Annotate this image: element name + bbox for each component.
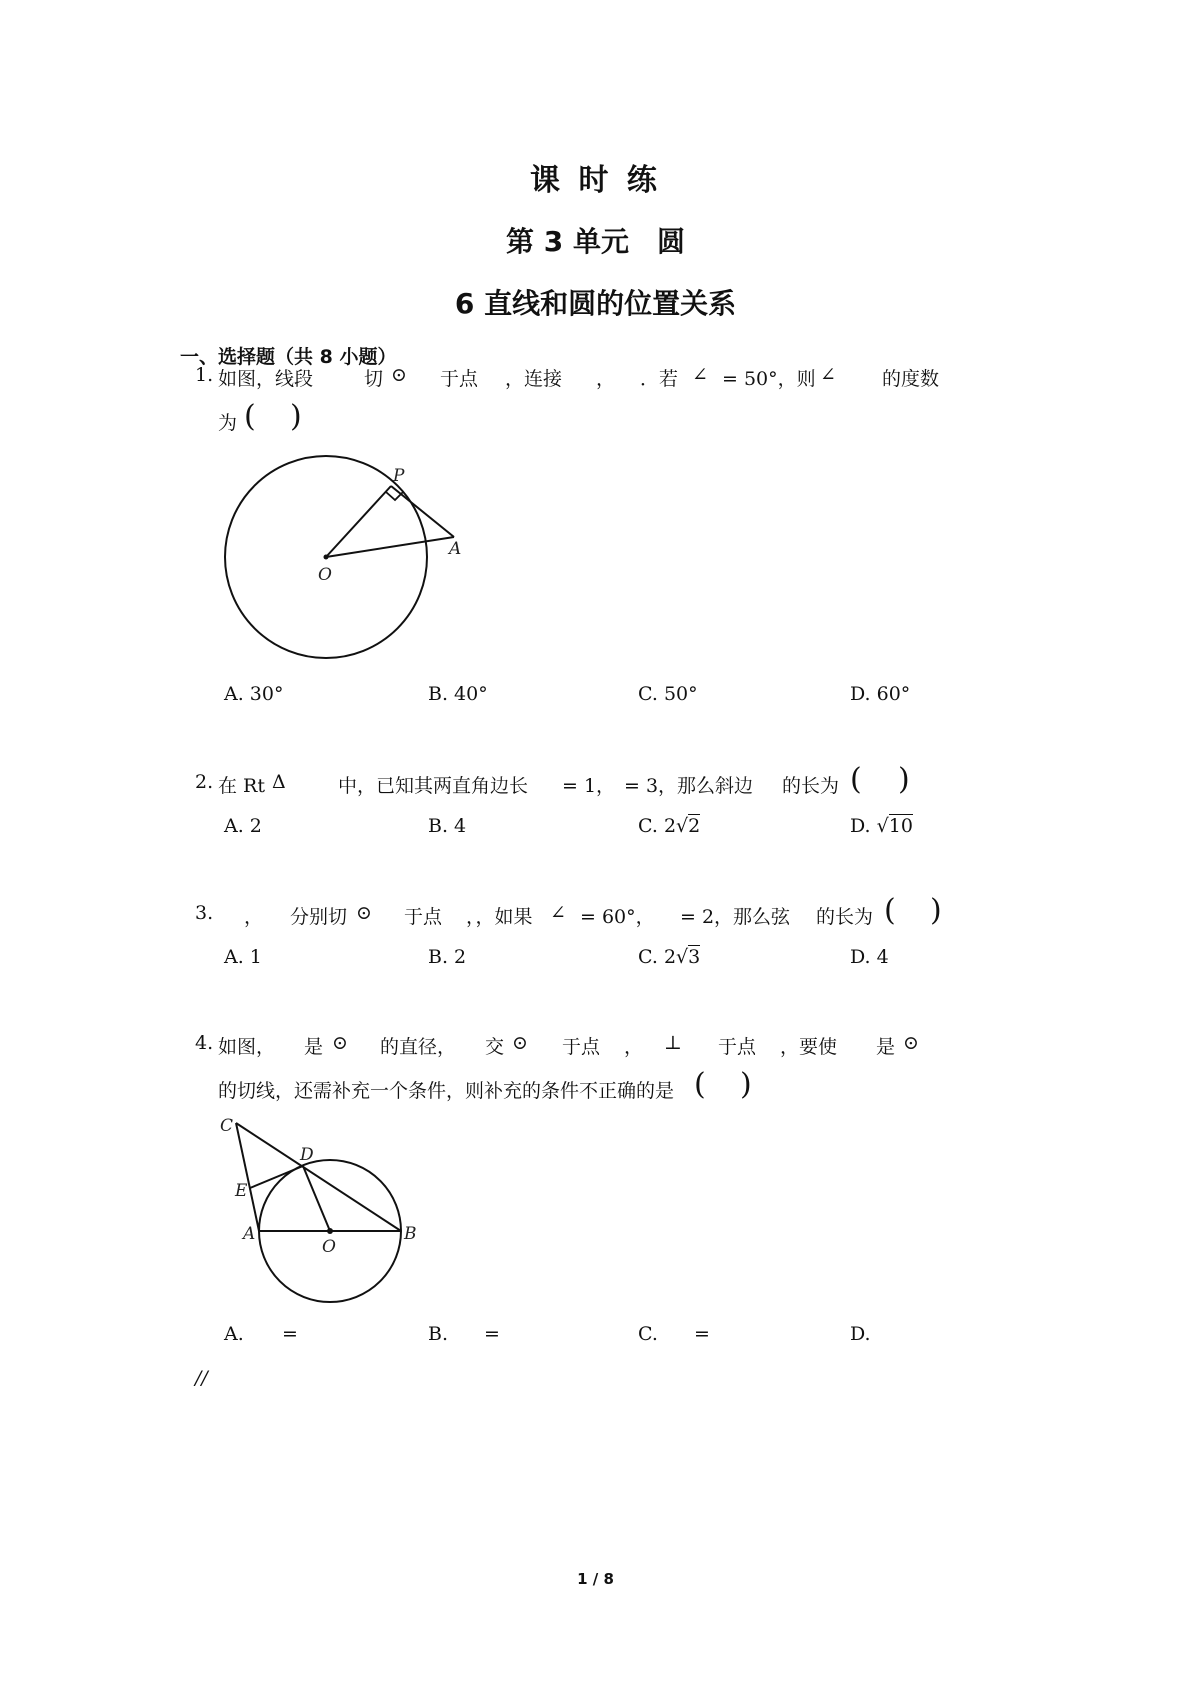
q3-text-7: 的长为 (816, 906, 874, 928)
q1-text-4: ，连接 (505, 368, 563, 390)
q4-parallel-symbol: // (195, 1367, 208, 1389)
q1-text-7: = 50°，则 (722, 368, 816, 390)
q2-text-5: 的长为 (782, 775, 840, 797)
q4-center-dot (327, 1228, 333, 1234)
q1-answer-paren-close: ) (290, 399, 302, 434)
q1-label-a: A (449, 539, 462, 559)
q1-label-o: O (318, 565, 332, 585)
unit-title: 第 3 单元 圆 (506, 225, 685, 258)
q1-label-p: P (393, 466, 405, 486)
q4-text-1: 如图， (218, 1036, 276, 1058)
q4-answer-paren-open: ( (694, 1067, 706, 1102)
sqrt-symbol: √ (676, 946, 689, 968)
q3-answer-paren-open: ( (884, 893, 896, 928)
q1-answer-paren-open: ( (244, 399, 256, 434)
q2-option-d-radicand: 10 (888, 815, 913, 837)
q3-angle-symbol: ∠ (550, 902, 566, 924)
q2-option-b[interactable]: B. 4 (428, 815, 467, 837)
q1-text-2: 切 (364, 368, 384, 390)
q4-circle-symbol-3: ⊙ (903, 1032, 919, 1054)
q4-text-line2: 的切线，还需补充一个条件，则补充的条件不正确的是 (218, 1080, 675, 1102)
q3-text-3: 于点 (404, 906, 443, 928)
q4-label-b: B (404, 1224, 417, 1244)
q2-option-c-text: C. 2 (638, 815, 677, 837)
q1-text-5: ， (596, 368, 616, 390)
q2-text-4: = 3，那么斜边 (624, 775, 754, 797)
q3-option-d[interactable]: D. 4 (850, 946, 889, 968)
q2-option-a[interactable]: A. 2 (224, 815, 262, 837)
q2-text-1: 在 Rt (218, 775, 265, 797)
q4-text-9: ，要使 (780, 1036, 838, 1058)
q1-option-d[interactable]: D. 60° (850, 683, 911, 705)
q3-option-b[interactable]: B. 2 (428, 946, 467, 968)
q1-option-b[interactable]: B. 40° (428, 683, 488, 705)
q1-option-a[interactable]: A. 30° (224, 683, 284, 705)
q3-option-c-text: C. 2 (638, 946, 677, 968)
q3-option-c-radicand: 3 (688, 946, 701, 968)
q1-number: 1. (195, 364, 214, 386)
q4-text-7: ⊥ (664, 1032, 682, 1054)
sqrt-symbol: √ (876, 815, 889, 837)
q4-label-d: D (300, 1145, 314, 1165)
q2-number: 2. (195, 771, 214, 793)
q1-segment-oa (326, 537, 454, 557)
q4-label-a: A (243, 1224, 256, 1244)
q2-answer-paren-open: ( (850, 762, 862, 797)
q4-option-a-eq: = (282, 1323, 298, 1345)
q4-diagram (215, 1110, 435, 1310)
q4-option-b[interactable]: B. (428, 1323, 449, 1345)
q4-option-b-eq: = (484, 1323, 500, 1345)
q3-text-6: = 2，那么弦 (680, 906, 791, 928)
q2-triangle-symbol: Δ (272, 771, 286, 793)
q1-text-3: 于点 (440, 368, 479, 390)
q3-answer-paren-close: ) (930, 893, 942, 928)
q2-option-c[interactable] (638, 815, 700, 837)
q4-text-8: 于点 (718, 1036, 757, 1058)
q4-circle-symbol-1: ⊙ (332, 1032, 348, 1054)
q4-number: 4. (195, 1032, 214, 1054)
q4-text-5: 于点 (562, 1036, 601, 1058)
q4-text-3: 的直径， (380, 1036, 457, 1058)
q4-option-a[interactable]: A. (224, 1323, 244, 1345)
q4-text-2: 是 (304, 1036, 324, 1058)
q4-option-d[interactable]: D. (850, 1323, 871, 1345)
q4-option-c[interactable]: C. (638, 1323, 658, 1345)
q3-text-2: 分别切 (290, 906, 348, 928)
q4-text-10: 是 (876, 1036, 896, 1058)
q2-option-d[interactable] (850, 815, 913, 837)
q4-text-6: ， (624, 1036, 644, 1058)
q3-number: 3. (195, 902, 214, 924)
q1-text-1: 如图，线段 (218, 368, 314, 390)
q4-label-e: E (235, 1181, 248, 1201)
q1-text-6: ．若 (640, 368, 679, 390)
q3-text-1: ， (244, 906, 264, 928)
q4-option-c-eq: = (694, 1323, 710, 1345)
q4-circle-symbol-2: ⊙ (512, 1032, 528, 1054)
q1-text-line2: 为 (218, 412, 238, 434)
q3-option-c[interactable] (638, 946, 700, 968)
q4-text-4: 交 (485, 1036, 505, 1058)
section-heading: 一、选择题（共 8 小题） (180, 346, 397, 368)
q1-angle-symbol-2: ∠ (820, 364, 836, 386)
q1-option-c[interactable]: C. 50° (638, 683, 698, 705)
q4-label-o: O (322, 1237, 336, 1257)
q4-answer-paren-close: ) (740, 1067, 752, 1102)
q1-center-dot (324, 555, 329, 560)
q1-segment-op (326, 486, 391, 557)
q4-segment-ca (236, 1123, 259, 1231)
q2-option-c-radicand: 2 (688, 815, 701, 837)
q2-text-3: = 1， (562, 775, 616, 797)
q1-circle-symbol: ⊙ (391, 364, 407, 386)
q4-label-c: C (220, 1116, 234, 1136)
q2-text-2: 中，已知其两直角边长 (338, 775, 529, 797)
q1-angle-symbol-1: ∠ (692, 364, 708, 386)
q3-option-a[interactable]: A. 1 (224, 946, 262, 968)
doc-title: 课 时 练 (530, 163, 661, 198)
q3-text-4: ，，如果 (466, 906, 533, 928)
lesson-title: 6 直线和圆的位置关系 (454, 287, 737, 320)
page-number: 1 / 8 (577, 1570, 614, 1588)
sqrt-symbol: √ (676, 815, 689, 837)
q3-circle-symbol: ⊙ (356, 902, 372, 924)
q2-option-d-text: D. (850, 815, 877, 837)
q3-text-5: = 60°， (580, 906, 655, 928)
q1-diagram (215, 448, 475, 668)
q2-answer-paren-close: ) (898, 762, 910, 797)
q1-text-8: 的度数 (882, 368, 940, 390)
